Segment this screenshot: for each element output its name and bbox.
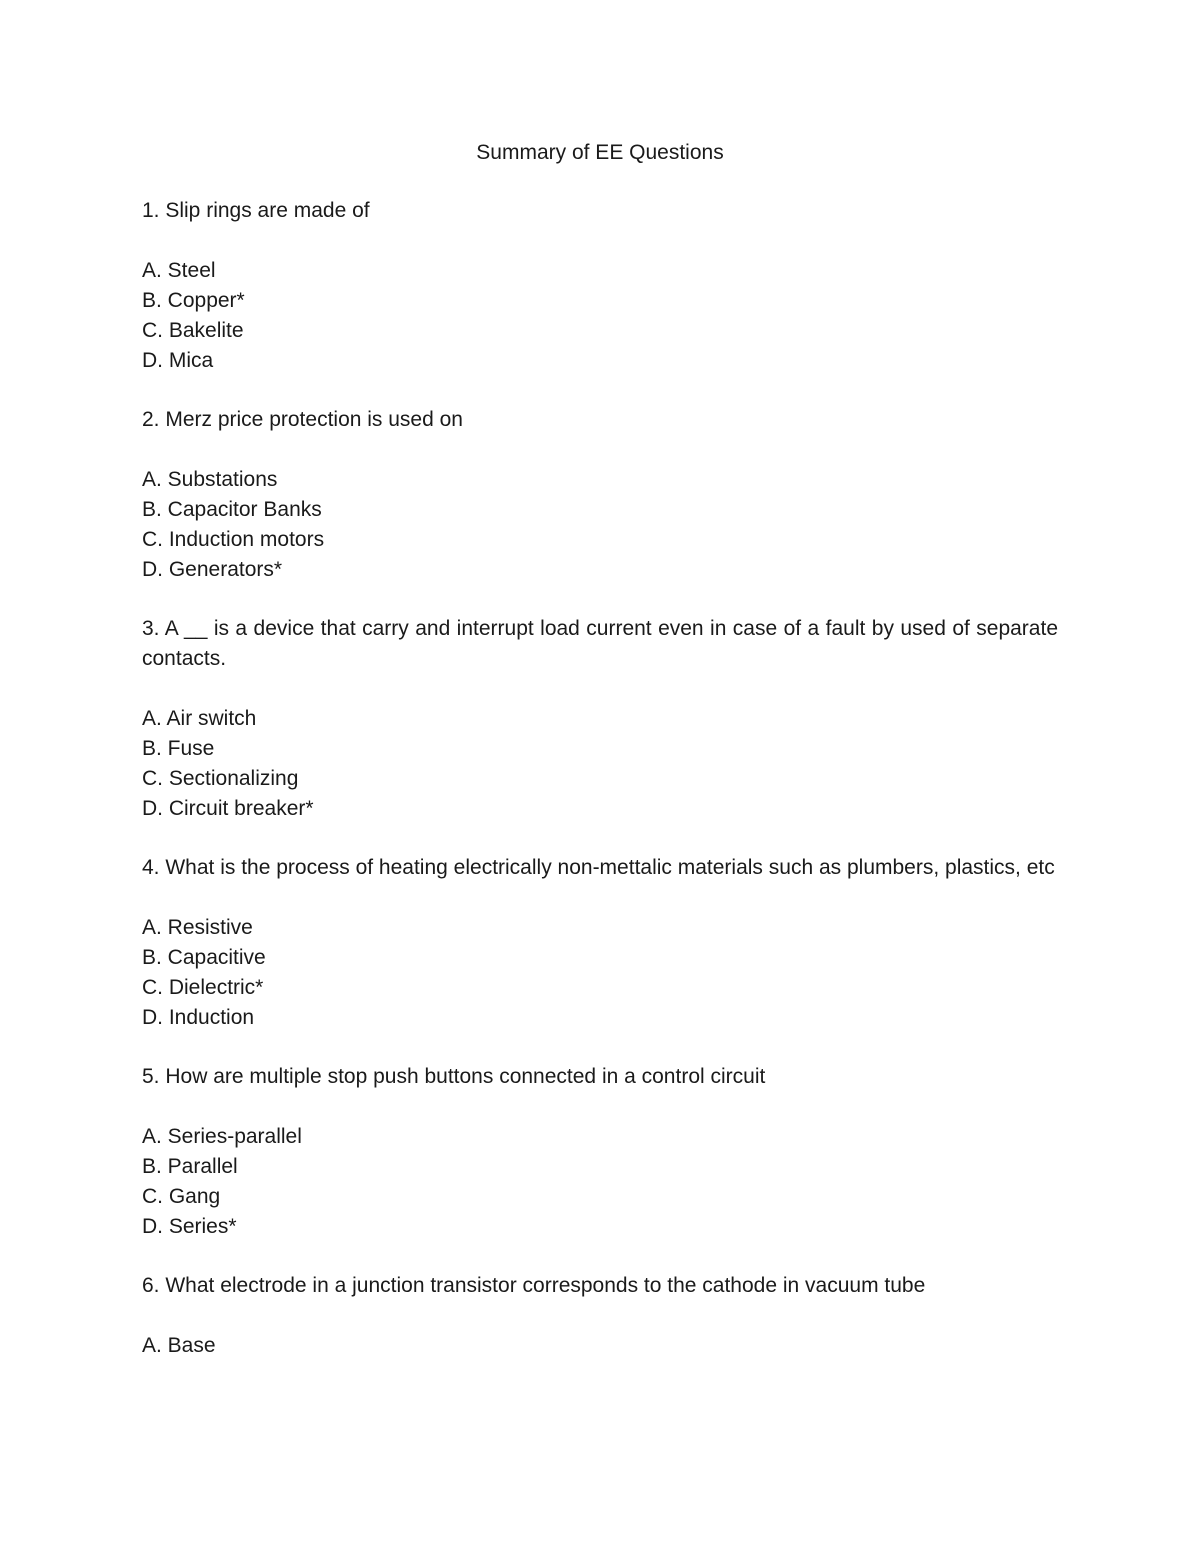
option-item: A. Air switch: [142, 707, 257, 730]
question-text: 4. What is the process of heating electrically non-mettalic materials such as plumbers, plastics, etc: [142, 856, 1055, 879]
option-item: B. Capacitor Banks: [142, 498, 322, 521]
option-item: C. Bakelite: [142, 319, 244, 342]
question-4: [142, 853, 1058, 1033]
question-text: 5. How are multiple stop push buttons connected in a control circuit: [142, 1065, 766, 1088]
question-6: [142, 1271, 1058, 1361]
option-item: B. Copper*: [142, 289, 245, 312]
option-list: [142, 913, 1058, 1033]
question-text: 2. Merz price protection is used on: [142, 408, 463, 431]
option-item: A. Series-parallel: [142, 1125, 302, 1148]
document-page: [142, 138, 1058, 1390]
option-item: B. Parallel: [142, 1155, 238, 1178]
option-item: D. Generators*: [142, 558, 283, 581]
option-item: A. Base: [142, 1334, 216, 1357]
question-5: [142, 1062, 1058, 1242]
question-2: [142, 405, 1058, 585]
question-text: 6. What electrode in a junction transistor corresponds to the cathode in vacuum tube: [142, 1274, 926, 1297]
option-item: B. Fuse: [142, 737, 215, 760]
question-text: 3. A __ is a device that carry and interrupt load current even in case of a fault by used of separate contacts.: [142, 617, 1058, 670]
option-item: D. Series*: [142, 1215, 237, 1238]
option-item: D. Circuit breaker*: [142, 797, 314, 820]
option-list: [142, 1122, 1058, 1242]
option-item: A. Steel: [142, 259, 216, 282]
option-item: C. Induction motors: [142, 528, 325, 551]
option-item: C. Sectionalizing: [142, 767, 299, 790]
option-list: [142, 465, 1058, 585]
option-list: [142, 256, 1058, 376]
option-list: [142, 1331, 1058, 1361]
option-list: [142, 704, 1058, 824]
option-item: C. Gang: [142, 1185, 221, 1208]
document-title: Summary of EE Questions: [476, 141, 724, 164]
option-item: D. Induction: [142, 1006, 255, 1029]
question-text: 1. Slip rings are made of: [142, 199, 370, 222]
option-item: B. Capacitive: [142, 946, 266, 969]
option-item: C. Dielectric*: [142, 976, 264, 999]
question-3: [142, 614, 1058, 824]
question-1: [142, 196, 1058, 376]
option-item: A. Substations: [142, 468, 278, 491]
option-item: A. Resistive: [142, 916, 253, 939]
option-item: D. Mica: [142, 349, 214, 372]
